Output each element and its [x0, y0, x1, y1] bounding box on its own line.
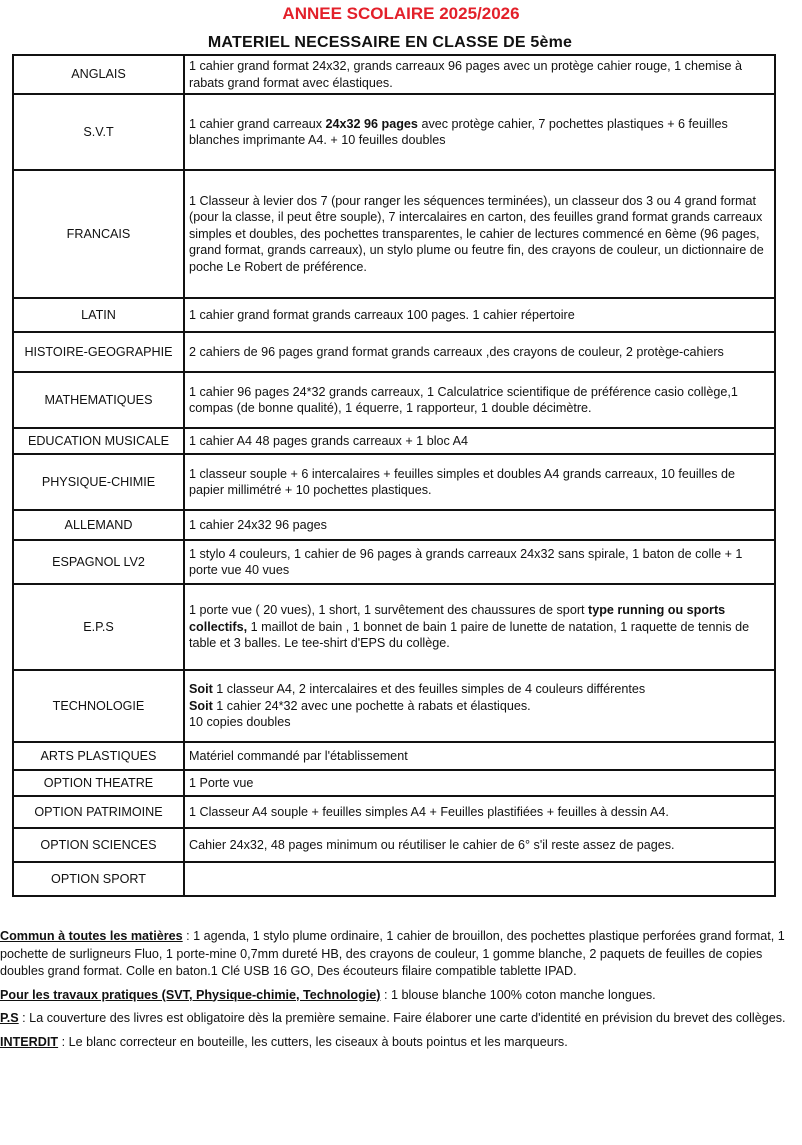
note-interdit-text: : Le blanc correcteur en bouteille, les cutters, les ciseaux à bouts pointus et les marqueurs. — [58, 1034, 568, 1049]
table-row — [13, 94, 775, 170]
materials-text: 1 cahier grand carreaux — [189, 116, 326, 131]
subject-materials — [184, 862, 775, 896]
note-commun — [0, 928, 800, 981]
table-row — [13, 454, 775, 510]
materials-text: 1 Classeur à levier dos 7 (pour ranger les séquences terminées), un classeur dos 3 ou 4 grand format (pour la classe, il peut être souple), 7 intercalaires en carton, des feuilles grand format grands carreaux simples et doubles, des pochettes transparentes, le cahier de lectures commencé en 6ème (96 pages, grand format, grands carreaux), un stylo plume ou feutre fin, des crayons de couleur, un dictionnaire de poche Le Robert de préférence. — [189, 193, 764, 274]
note-commun-text: : 1 agenda, 1 stylo plume ordinaire, 1 cahier de brouillon, des pochettes plastique perforées grand format, 1 pochette de surligneurs Fluo, 1 porte-mine 0,7mm dureté HB, des crayons de couleur, 1 gomme blanche, 2 paquets de feuilles de copies doubles grand format. Colle en baton.1 Clé USB 16 GO, Des écouteurs filaire compatible tablette IPAD. — [0, 929, 785, 978]
note-ps — [0, 1010, 800, 1028]
subject-materials — [184, 428, 775, 454]
note-tp-label: Pour les travaux pratiques (SVT, Physique-chimie, Technologie) — [0, 987, 381, 1002]
materials-text: 1 cahier grand format 24x32, grands carreaux 96 pages avec un protège cahier rouge, 1 chemise à rabats grand format avec élastiques. — [189, 59, 743, 90]
subject-materials — [184, 670, 775, 742]
subject-name: OPTION SCIENCES — [13, 828, 184, 862]
table-row — [13, 670, 775, 742]
subject-materials — [184, 94, 775, 170]
materials-text: Matériel commandé par l'établissement — [189, 748, 408, 763]
subject-name: TECHNOLOGIE — [13, 670, 184, 742]
table-row — [13, 510, 775, 540]
page-subtitle: MATERIEL NECESSAIRE EN CLASSE DE 5ème — [207, 34, 573, 51]
table-row — [13, 584, 775, 670]
materials-text: 2 cahiers de 96 pages grand format grands carreaux ,des crayons de couleur, 2 protège-cahiers — [189, 344, 724, 359]
subject-materials — [184, 828, 775, 862]
note-tp — [0, 987, 800, 1005]
subject-materials — [184, 540, 775, 584]
materials-text: 1 cahier grand format grands carreaux 100 pages. 1 cahier répertoire — [189, 307, 575, 322]
subject-materials — [184, 454, 775, 510]
subject-name: MATHEMATIQUES — [13, 372, 184, 428]
note-interdit-label: INTERDIT — [0, 1034, 59, 1049]
materials-text: type running ou sports collectifs, — [189, 603, 726, 634]
subject-name: EDUCATION MUSICALE — [13, 428, 184, 454]
page-title: ANNEE SCOLAIRE 2025/2026 — [282, 4, 520, 23]
subject-name: ESPAGNOL LV2 — [13, 540, 184, 584]
table-row — [13, 742, 775, 770]
supplies-table — [12, 54, 776, 897]
note-ps-label: P.S — [0, 1011, 19, 1025]
subject-materials — [184, 332, 775, 372]
table-row — [13, 540, 775, 584]
table-row — [13, 828, 775, 862]
subject-materials — [184, 55, 775, 94]
notes-section — [0, 928, 800, 1057]
materials-text: avec protège cahier, 7 pochettes plastiques + 6 feuilles blanches imprimante A4. + 10 feuilles doubles — [189, 116, 728, 147]
materials-text: 1 cahier A4 48 pages grands carreaux + 1 bloc A4 — [189, 433, 468, 448]
materials-text: 1 classeur A4, 2 intercalaires et des feuilles simples de 4 couleurs différentes — [212, 682, 646, 697]
subject-materials — [184, 796, 775, 828]
note-tp-text: : 1 blouse blanche 100% coton manche longues. — [380, 987, 656, 1002]
subject-name: OPTION SPORT — [13, 862, 184, 896]
subject-name: S.V.T — [13, 94, 184, 170]
materials-text: Soit — [189, 682, 213, 697]
materials-text: 24x32 96 pages — [325, 116, 418, 131]
materials-text: 10 copies doubles — [189, 715, 291, 730]
subject-materials — [184, 170, 775, 298]
subject-materials — [184, 510, 775, 540]
subject-name: ARTS PLASTIQUES — [13, 742, 184, 770]
note-ps-text: : La couverture des livres est obligatoire dès la première semaine. Faire élaborer une carte d'identité en prévision du brevet des collèges. — [18, 1011, 786, 1025]
table-row — [13, 428, 775, 454]
table-row — [13, 372, 775, 428]
materials-text: 1 Classeur A4 souple + feuilles simples A4 + Feuilles plastifiées + feuilles à dessin A4. — [189, 804, 669, 819]
materials-text: 1 cahier 96 pages 24*32 grands carreaux, 1 Calculatrice scientifique de préférence casio collège,1 compas (de bonne qualité), 1 équerre, 1 rapporteur, 1 double décimètre. — [189, 384, 738, 415]
table-row — [13, 862, 775, 896]
subject-materials — [184, 770, 775, 796]
subject-name: LATIN — [13, 298, 184, 332]
subject-name: PHYSIQUE-CHIMIE — [13, 454, 184, 510]
subject-materials — [184, 584, 775, 670]
materials-text: 1 porte vue ( 20 vues), 1 short, 1 survêtement des chaussures de sport — [189, 603, 589, 618]
subject-materials — [184, 742, 775, 770]
materials-text: Soit — [189, 698, 213, 713]
note-interdit — [0, 1034, 800, 1052]
subject-materials — [184, 298, 775, 332]
table-row — [13, 770, 775, 796]
materials-text: Cahier 24x32, 48 pages minimum ou réutiliser le cahier de 6° s'il reste assez de pages. — [189, 837, 675, 852]
table-row — [13, 332, 775, 372]
table-row — [13, 796, 775, 828]
subject-name: OPTION THEATRE — [13, 770, 184, 796]
table-row — [13, 55, 775, 94]
subject-name: OPTION PATRIMOINE — [13, 796, 184, 828]
table-row — [13, 298, 775, 332]
materials-text: 1 cahier 24x32 96 pages — [189, 517, 327, 532]
subject-materials — [184, 372, 775, 428]
subject-name: E.P.S — [13, 584, 184, 670]
materials-text: 1 stylo 4 couleurs, 1 cahier de 96 pages à grands carreaux 24x32 sans spirale, 1 baton de colle + 1 porte vue 40 vues — [189, 546, 743, 577]
subject-name: ALLEMAND — [13, 510, 184, 540]
materials-text: 1 cahier 24*32 avec une pochette à rabats et élastiques. — [212, 698, 531, 713]
subject-name: ANGLAIS — [13, 55, 184, 94]
materials-text: 1 classeur souple + 6 intercalaires + feuilles simples et doubles A4 grands carreaux, 10 feuilles de papier millimétré + 10 pochettes plastiques. — [189, 466, 736, 497]
materials-text: 1 Porte vue — [189, 775, 254, 790]
table-row — [13, 170, 775, 298]
subject-name: FRANCAIS — [13, 170, 184, 298]
subject-name: HISTOIRE-GEOGRAPHIE — [13, 332, 184, 372]
materials-text: 1 maillot de bain , 1 bonnet de bain 1 paire de lunette de natation, 1 raquette de tennis de table et 3 balles. Le tee-shirt d'EPS du collège. — [189, 619, 750, 651]
note-commun-label: Commun à toutes les matières — [0, 929, 183, 943]
